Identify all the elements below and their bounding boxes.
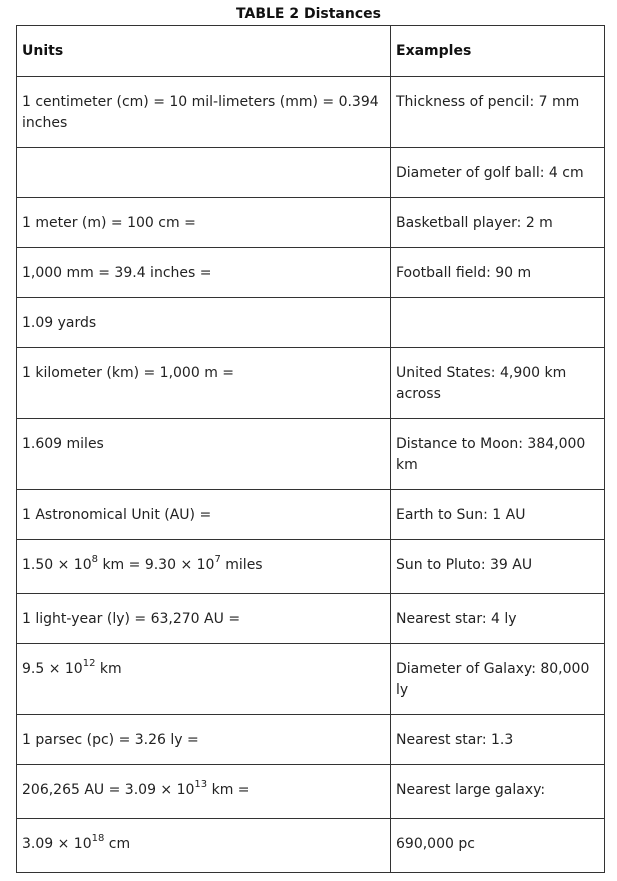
example-cell: 690,000 pc	[391, 819, 605, 873]
unit-cell	[17, 540, 391, 594]
unit-text: km = 9.30 × 10	[98, 557, 215, 573]
example-cell: Sun to Pluto: 39 AU	[391, 540, 605, 594]
table-row	[17, 819, 605, 873]
example-cell: Nearest star: 4 ly	[391, 594, 605, 644]
table-row	[17, 148, 605, 198]
unit-text: 1 kilometer (km) = 1,000 m =	[22, 365, 235, 381]
unit-cell	[17, 819, 391, 873]
unit-cell	[17, 348, 391, 419]
table-row	[17, 77, 605, 148]
unit-text: 1 parsec (pc) = 3.26 ly =	[22, 732, 199, 748]
table-row	[17, 298, 605, 348]
examples-header: Examples	[391, 26, 605, 77]
unit-text: km =	[207, 782, 250, 798]
unit-text: 1 centimeter (cm) = 10 mil-limeters (mm) = 0.394 inches	[22, 94, 379, 131]
table-row	[17, 248, 605, 298]
exponent: 18	[91, 833, 105, 845]
unit-text: 1 meter (m) = 100 cm =	[22, 215, 196, 231]
unit-text: miles	[220, 557, 263, 573]
exponent: 13	[194, 779, 208, 791]
example-cell: Thickness of pencil: 7 mm	[391, 77, 605, 148]
example-cell: United States: 4,900 km across	[391, 348, 605, 419]
exponent: 12	[82, 658, 96, 670]
table-row	[17, 765, 605, 819]
table-row	[17, 644, 605, 715]
table-row	[17, 419, 605, 490]
unit-text: 1 light-year (ly) = 63,270 AU =	[22, 611, 241, 627]
example-cell	[391, 298, 605, 348]
example-cell: Distance to Moon: 384,000 km	[391, 419, 605, 490]
unit-text: 1 Astronomical Unit (AU) =	[22, 507, 212, 523]
unit-cell	[17, 298, 391, 348]
unit-cell	[17, 248, 391, 298]
unit-cell	[17, 419, 391, 490]
unit-cell	[17, 77, 391, 148]
unit-text: 3.09 × 10	[22, 836, 92, 852]
example-cell: Earth to Sun: 1 AU	[391, 490, 605, 540]
unit-cell	[17, 715, 391, 765]
table-row	[17, 348, 605, 419]
table-row	[17, 715, 605, 765]
table-caption: TABLE 2 Distances	[236, 6, 381, 22]
example-cell: Diameter of golf ball: 4 cm	[391, 148, 605, 198]
unit-cell	[17, 490, 391, 540]
unit-cell	[17, 765, 391, 819]
unit-cell	[17, 644, 391, 715]
example-cell: Nearest large galaxy:	[391, 765, 605, 819]
unit-text: cm	[104, 836, 131, 852]
table-row	[17, 594, 605, 644]
unit-text: 1.50 × 10	[22, 557, 92, 573]
unit-text: 1.609 miles	[22, 436, 104, 452]
unit-text: 9.5 × 10	[22, 661, 83, 677]
unit-text: 206,265 AU = 3.09 × 10	[22, 782, 195, 798]
unit-cell	[17, 198, 391, 248]
unit-text: 1,000 mm = 39.4 inches =	[22, 265, 212, 281]
unit-text: 1.09 yards	[22, 315, 97, 331]
exponent: 8	[91, 554, 98, 566]
example-cell: Basketball player: 2 m	[391, 198, 605, 248]
table-row	[17, 540, 605, 594]
example-cell: Diameter of Galaxy: 80,000 ly	[391, 644, 605, 715]
exponent: 7	[214, 554, 221, 566]
unit-cell	[17, 594, 391, 644]
example-cell: Nearest star: 1.3	[391, 715, 605, 765]
units-header: Units	[17, 26, 391, 77]
table-row	[17, 198, 605, 248]
distances-table	[16, 25, 605, 873]
unit-cell	[17, 148, 391, 198]
unit-text: km	[95, 661, 122, 677]
example-cell: Football field: 90 m	[391, 248, 605, 298]
table-row	[17, 490, 605, 540]
